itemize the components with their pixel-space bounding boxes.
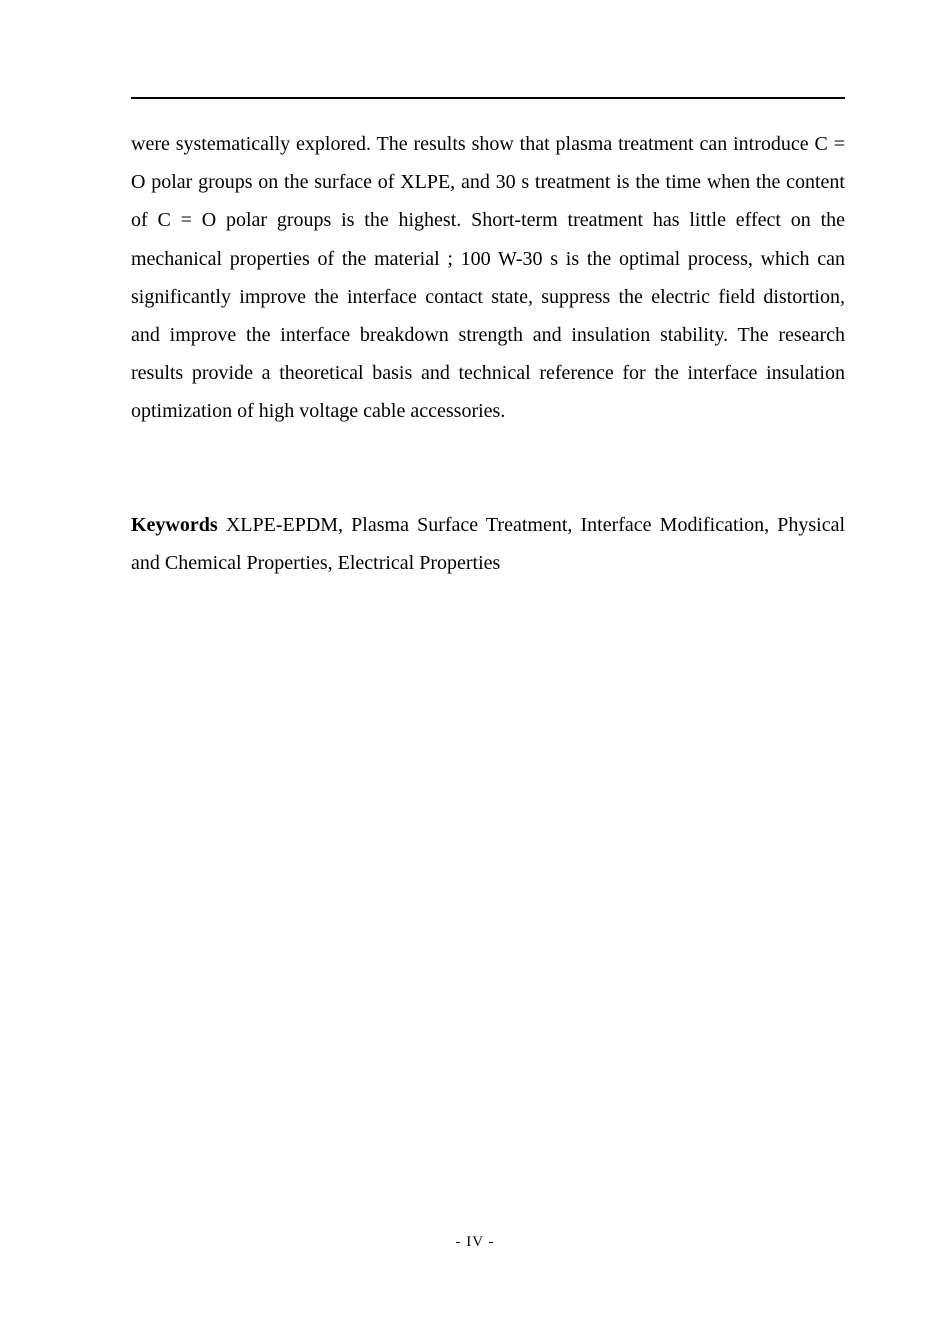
keywords-label: Keywords — [131, 514, 218, 536]
keywords-text: XLPE-EPDM, Plasma Surface Treatment, Interface Modification, Physical and Chemical Properties, Electrical Properties — [131, 514, 846, 575]
abstract-body-text: were systematically explored. The results show that plasma treatment can introduce C = O polar groups on the surface of XLPE, and 30 s treatment is the time when the content of C = O polar groups is the highest. Short-term treatment has little effect on the mechanical properties of the material ; 100 W-30 s is the optimal process, which can significantly improve the interface contact state, suppress the electric field distortion, and improve the interface breakdown strength and insulation stability. The research results provide a theoretical basis and technical reference for the interface insulation optimization of high voltage cable accessories. — [131, 133, 845, 423]
keywords-paragraph — [131, 506, 845, 582]
header-rule — [131, 97, 845, 99]
page-number: - IV - — [455, 1234, 495, 1250]
